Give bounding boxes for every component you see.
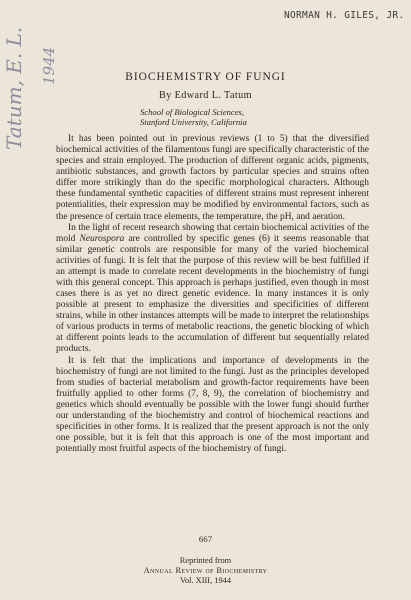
reprint-volume: Vol. XIII, 1944 [179,575,232,585]
reprint-line-1: Reprinted from [179,556,232,565]
body-paragraph-3: It is felt that the implications and importance of developments in the biochemistry of fungi are not limited to the fungi. Just as the principles developed from studies of bacterial metabolism and growth-factor requirements have been fruitfully applied to other forms (7, 8, 9), the correlation of biochemistry and genetics which should eventually be possible with the lower fungi should further our understanding of the biochemistry and control of biochemical reactions and specificities in other forms. It is realized that the present approach is not the only one possible, but it is felt that this approach is one of the most important and potentially most fruitful aspects of the biochemistry of fungi. [56,355,369,455]
article-body [56,134,369,455]
affiliation-line-1: School of Biological Sciences, [140,107,245,117]
owner-stamp: NORMAN H. GILES, JR. [284,10,405,21]
genus-name: Neurospora [79,233,125,244]
reprint-notice [0,556,411,585]
author-affiliation [140,107,247,128]
handwritten-year: 1944 [40,46,58,85]
reprint-journal: Annual Review of Biochemistry [143,565,268,575]
body-paragraph-2: In the light of recent research showing that certain biochemical activities of the mold Neurospora are controlled by specific genes (6) it seems reasonable that similar genetic controls are responsible for many of the varied biochemical activities of fungi. It is felt that the purpose of this review will be best fulfilled if an attempt is made to correlate recent developments in the biochemistry of fungi with this general concept. This approach is perhaps justified, even though in most cases there is as yet no direct genetic evidence. In many instances it is only possible at present to emphasize the diversities and specificities of different strains, while in other instances attempts will be made to interpret the relationships of various products in terms of metabolic reactions, the genetic blocking of which at different points leads to the accumulation of different but sequentially related products. [56,222,369,355]
page-number: 667 [198,534,213,544]
author-line: By Edward L. Tatum [159,90,252,101]
article-title: BIOCHEMISTRY OF FUNGI [125,71,286,83]
body-paragraph-1: It has been pointed out in previous reviews (1 to 5) that the diversified biochemical activities of the filamentous fungi are specifically characteristic of the species and strain employed. The production of different organic acids, pigments, antibiotic substances, and growth factors by particular species and strains often differ more strikingly than do the specific morphological characters. Although these fundamental synthetic capacities of different strains must represent inherent potentialities, their expression may be modified by environmental factors, such as the presence of certain trace elements, the temperature, the pH, and aeration. [56,134,369,222]
affiliation-line-2: Stanford University, California [140,117,247,128]
handwritten-note: Tatum, E. L. [2,26,26,150]
